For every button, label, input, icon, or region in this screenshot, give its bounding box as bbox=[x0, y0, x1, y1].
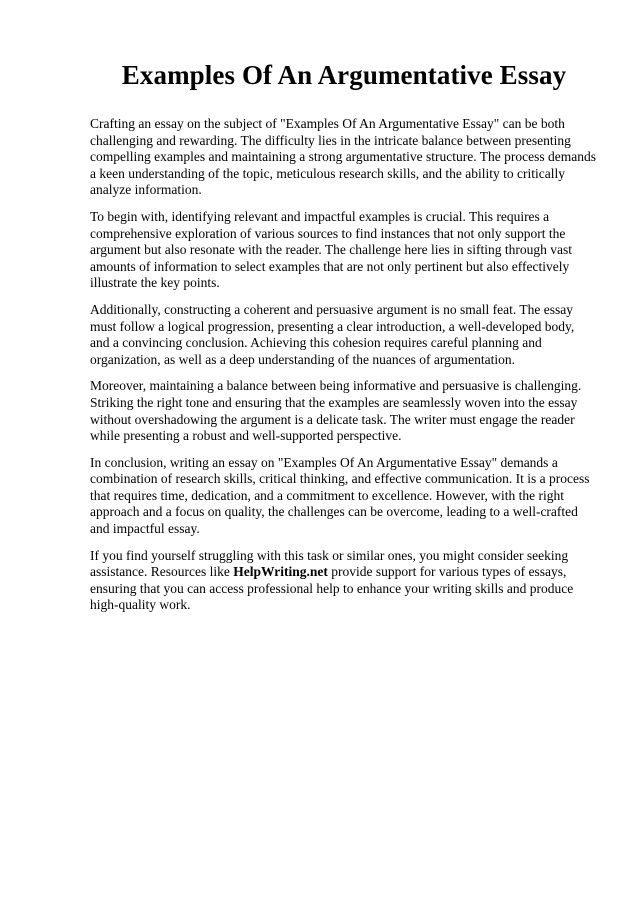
paragraph-balance: Moreover, maintaining a balance between being informative and persuasive is challenging. Striking the right tone and ensuring that the examples are seamlessly woven into the essay without overshadowing the argument is a delicate task. The writer must engage the reader while presenting a robust and well-supported perspective. bbox=[90, 378, 582, 444]
brand-name: HelpWriting.net bbox=[233, 564, 328, 580]
closing-text-before: If you find yourself struggling with this task or similar ones, you might consider seeking assistance. Resources like bbox=[90, 547, 569, 580]
document-title: Examples Of An Argumentative Essay bbox=[121, 60, 567, 90]
paragraph-intro: Crafting an essay on the subject of "Examples Of An Argumentative Essay" can be both challenging and rewarding. The difficulty lies in the intricate balance between presenting compelling examples and maintaining a strong argumentative structure. The process demands a keen understanding of the topic, meticulous research skills, and the ability to critically analyze information. bbox=[90, 116, 596, 198]
paragraph-conclusion: In conclusion, writing an essay on "Examples Of An Argumentative Essay" demands a combination of research skills, critical thinking, and effective communication. It is a process that requires time, dedication, and a commitment to excellence. However, with the right approach and a focus on quality, the challenges can be overcome, leading to a well-crafted and impactful essay. bbox=[90, 454, 590, 537]
paragraph-structure: Additionally, constructing a coherent and persuasive argument is no small feat. The essay must follow a logical progression, presenting a clear introduction, a well-developed body, and a convincing conclusion. Achieving this cohesion requires careful planning and organization, as well as a deep understanding of the nuances of argumentation. bbox=[90, 301, 575, 367]
paragraph-closing bbox=[90, 548, 596, 614]
closing-text-after: provide support for various types of essays, ensuring that you can access professional help to enhance your writing skills and produce high-quality work. bbox=[90, 564, 574, 613]
paragraph-examples: To begin with, identifying relevant and impactful examples is crucial. This requires a comprehensive exploration of various sources to find instances that not only support the argument but also resonate with the reader. The challenge here lies in sifting through vast amounts of information to select examples that are not only pertinent but also effectively illustrate the key points. bbox=[90, 208, 572, 291]
